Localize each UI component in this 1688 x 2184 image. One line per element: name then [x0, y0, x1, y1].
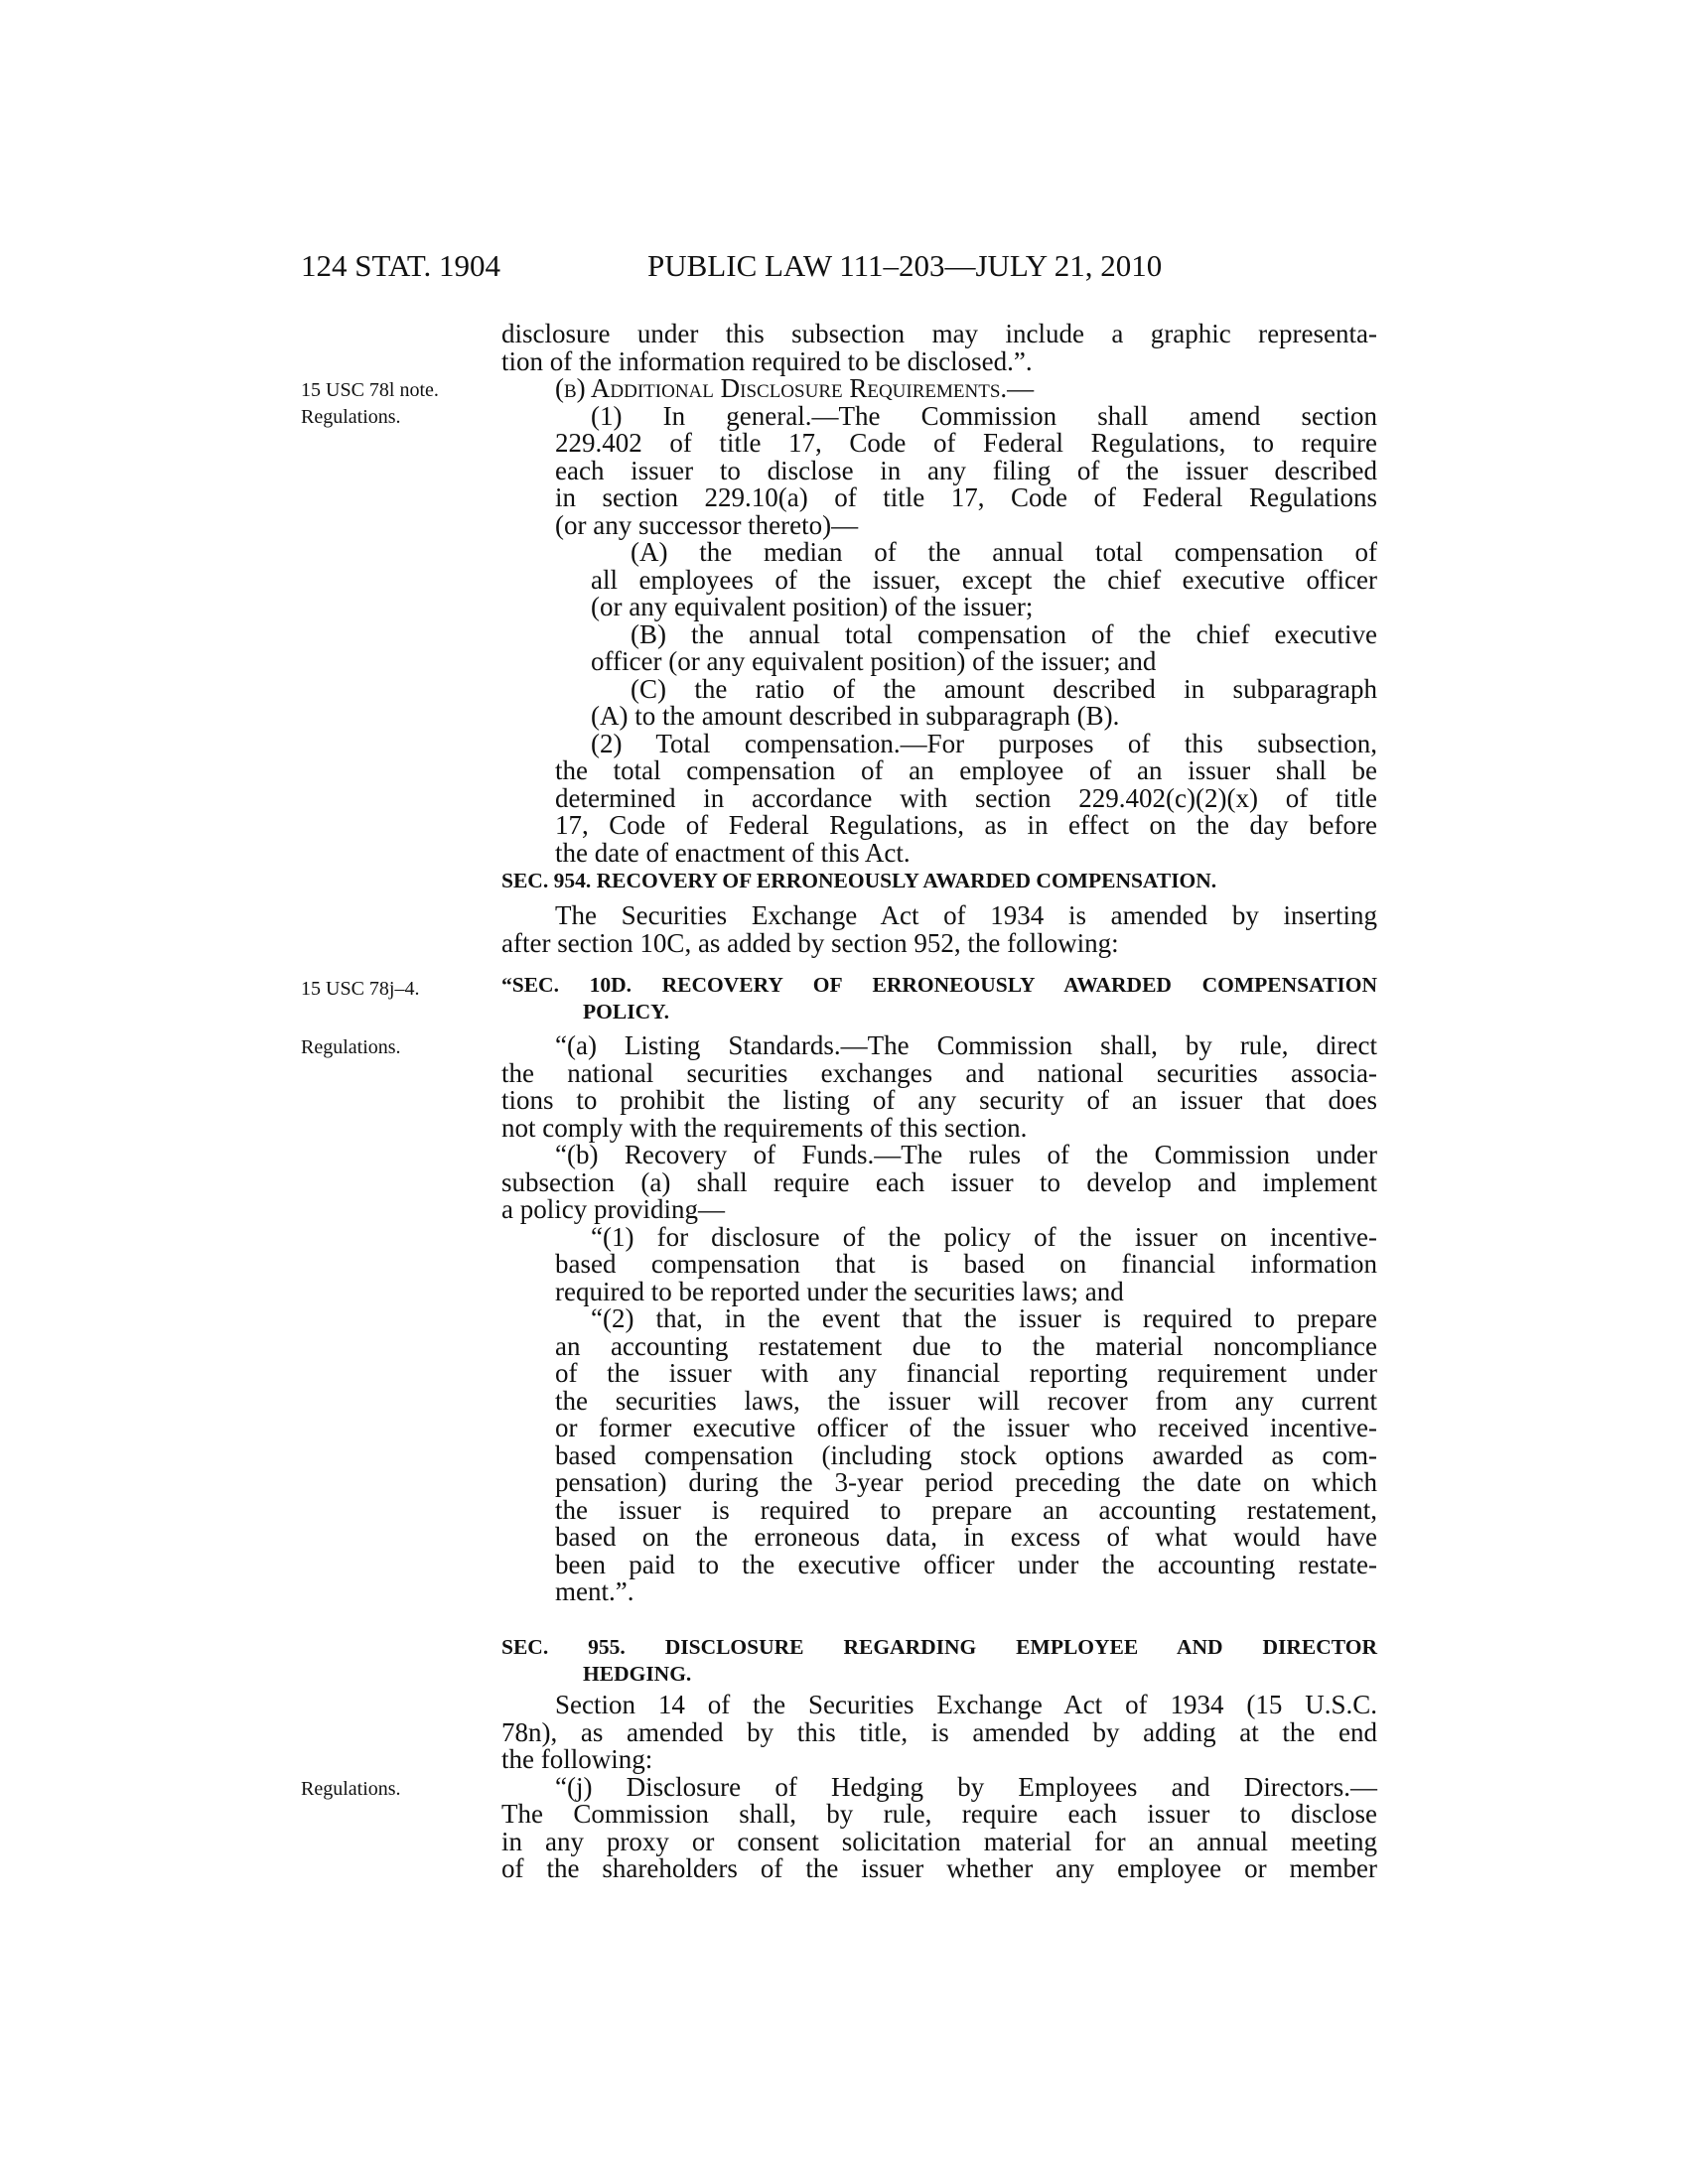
- text-line: (C) the ratio of the amount described in subparagraph: [631, 673, 1377, 704]
- text-line: (B) the annual total compensation of the chief executive: [631, 618, 1377, 649]
- section-heading-line: “SEC. 10D. RECOVERY OF ERRONEOUSLY AWARDED COMPENSATION: [501, 973, 1377, 997]
- text-line: determined in accordance with section 229.402(c)(2)(x) of title: [555, 782, 1377, 813]
- text-line: a policy providing—: [501, 1194, 725, 1224]
- text-line: been paid to the executive officer under the accounting restate-: [555, 1549, 1377, 1579]
- text-line: (A) to the amount described in subparagraph (B).: [591, 701, 1120, 731]
- text-line: the following:: [501, 1744, 653, 1774]
- text-line: The Commission shall, by rule, require each issuer to disclose: [501, 1799, 1377, 1829]
- text-line: “(b) Recovery of Funds.—The rules of the Commission under: [555, 1140, 1377, 1169]
- text-line: (A) the median of the annual total compensation of: [631, 537, 1377, 567]
- text-line: tion of the information required to be disclosed.”.: [501, 345, 1033, 376]
- text-line: each issuer to disclose in any filing of the issuer described: [555, 455, 1377, 485]
- section-953-text: [501, 321, 1377, 867]
- section-954-intro: [501, 902, 1377, 957]
- text-line: the securities laws, the issuer will recover from any current: [555, 1385, 1377, 1416]
- section-955-text: [501, 1692, 1377, 1883]
- text-line: pensation) during the 3-year period preceding the date on which: [555, 1467, 1377, 1497]
- section-heading-line: SEC. 955. DISCLOSURE REGARDING EMPLOYEE AND DIRECTOR: [501, 1635, 1377, 1659]
- text-line: officer (or any equivalent position) of the issuer; and: [591, 646, 1157, 676]
- section-954-heading: [501, 868, 1377, 894]
- margin-note-regulations: Regulations.: [301, 406, 401, 428]
- text-line: based on the erroneous data, in excess of what would have: [555, 1522, 1377, 1552]
- text-line: the issuer is required to prepare an accounting restatement,: [555, 1494, 1377, 1525]
- text-line: (2) Total compensation.—For purposes of this subsection,: [591, 728, 1377, 758]
- margin-note-usc-78l: 15 USC 78l note.: [301, 379, 439, 401]
- text-line: the national securities exchanges and national securities associa-: [501, 1057, 1377, 1088]
- text-line: of the issuer with any financial reporting requirement under: [555, 1358, 1377, 1388]
- text-line: “(2) that, in the event that the issuer is required to prepare: [591, 1303, 1377, 1333]
- section-955-heading: [501, 1634, 1377, 1688]
- text-line: in any proxy or consent solicitation material for an annual meeting: [501, 1826, 1377, 1856]
- section-heading-line: POLICY.: [583, 1000, 670, 1024]
- text-line: based compensation (including stock options awarded as com-: [555, 1439, 1377, 1470]
- text-line: (or any successor thereto)—: [555, 509, 859, 540]
- text-line: ment.”.: [555, 1576, 634, 1606]
- text-line: based compensation that is based on financial information: [555, 1249, 1377, 1279]
- text-line: Section 14 of the Securities Exchange Act of 1934 (15 U.S.C.: [555, 1690, 1377, 1719]
- text-line: in section 229.10(a) of title 17, Code of Federal Regulations: [555, 482, 1377, 512]
- section-heading-line: HEDGING.: [583, 1662, 692, 1686]
- text-line: (1) In general.—The Commission shall amend section: [591, 400, 1377, 431]
- text-line: tions to prohibit the listing of any security of an issuer that does: [501, 1085, 1377, 1115]
- text-line: subsection (a) shall require each issuer to develop and implement: [501, 1166, 1377, 1197]
- text-line: the date of enactment of this Act.: [555, 837, 911, 868]
- text-line: the total compensation of an employee of an issuer shall be: [555, 755, 1377, 785]
- section-heading-line: SEC. 954. RECOVERY OF ERRONEOUSLY AWARDED COMPENSATION.: [501, 869, 1217, 892]
- section-10d-text: [501, 1032, 1377, 1606]
- text-line: 17, Code of Federal Regulations, as in effect on the day before: [555, 810, 1377, 840]
- subsection-heading: (b) Additional Disclosure Requirements.—: [555, 373, 1035, 403]
- text-line: or former executive officer of the issuer who received incentive-: [555, 1413, 1377, 1442]
- page-number: 124 STAT. 1904: [301, 248, 501, 283]
- running-title: PUBLIC LAW 111–203—JULY 21, 2010: [647, 248, 1163, 283]
- margin-note-regulations: Regulations.: [301, 1036, 401, 1058]
- text-line: not comply with the requirements of this section.: [501, 1112, 1028, 1143]
- margin-note-regulations: Regulations.: [301, 1778, 401, 1800]
- text-line: “(a) Listing Standards.—The Commission shall, by rule, direct: [555, 1030, 1377, 1060]
- text-line: The Securities Exchange Act of 1934 is amended by inserting: [555, 900, 1377, 930]
- text-line: all employees of the issuer, except the chief executive officer: [591, 564, 1377, 595]
- text-line: after section 10C, as added by section 952, the following:: [501, 927, 1119, 958]
- section-10d-heading: [501, 972, 1377, 1025]
- text-line: required to be reported under the securities laws; and: [555, 1276, 1124, 1306]
- text-line: disclosure under this subsection may include a graphic representa-: [501, 319, 1377, 348]
- text-line: 78n), as amended by this title, is amended by adding at the end: [501, 1716, 1377, 1747]
- text-line: (or any equivalent position) of the issuer;: [591, 592, 1034, 621]
- text-line: “(1) for disclosure of the policy of the issuer on incentive-: [591, 1221, 1377, 1252]
- text-line: 229.402 of title 17, Code of Federal Regulations, to require: [555, 428, 1377, 458]
- text-line: an accounting restatement due to the material noncompliance: [555, 1330, 1377, 1361]
- margin-note-usc-78j4: 15 USC 78j–4.: [301, 978, 420, 1000]
- text-line: “(j) Disclosure of Hedging by Employees and Directors.—: [555, 1771, 1377, 1802]
- text-line: of the shareholders of the issuer whether any employee or member: [501, 1853, 1377, 1883]
